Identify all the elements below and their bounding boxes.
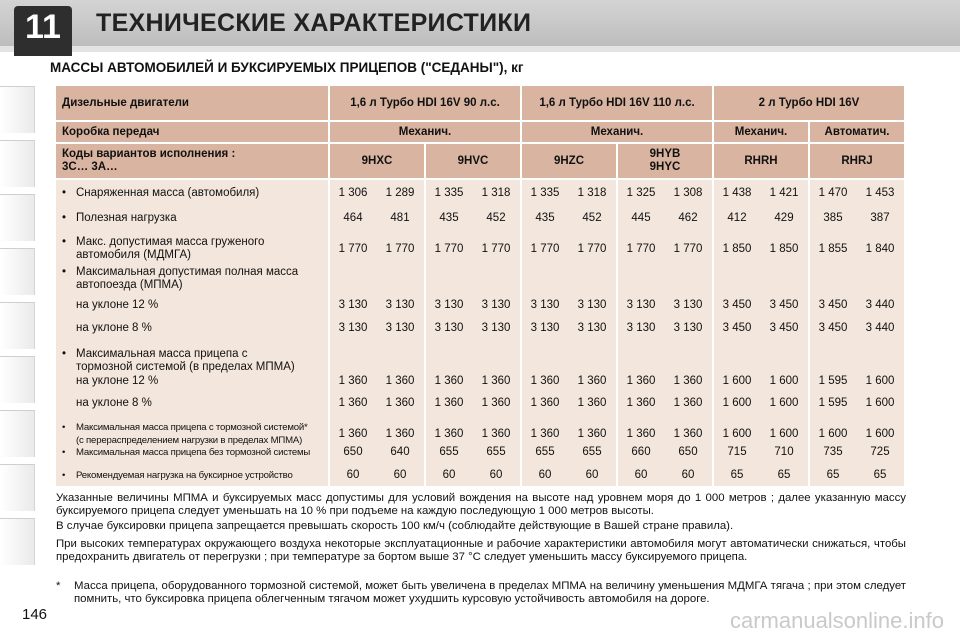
- table-cell: 3 130: [385, 322, 415, 334]
- table-cell: 1 360: [385, 375, 415, 387]
- table-cell: 1 470: [818, 187, 848, 199]
- table-cell: 60: [538, 469, 552, 481]
- table-cell: 3 440: [865, 299, 895, 311]
- table-cell: 1 335: [434, 187, 464, 199]
- side-tab[interactable]: [0, 86, 35, 133]
- table-cell: 445: [631, 212, 651, 224]
- row-label-line2: автопоезда (МПМА): [76, 279, 183, 291]
- table-cell: 1 770: [626, 243, 656, 255]
- row-label-line1: Максимальная допустимая полная масса: [76, 266, 299, 278]
- row-label-line2: автомобиля (МДМГА): [76, 249, 191, 261]
- side-tab[interactable]: [0, 356, 35, 403]
- table-cell: 735: [823, 446, 843, 458]
- footnote-star: *: [56, 580, 61, 592]
- table-cell: 1 360: [673, 428, 703, 440]
- table-cell: 1 360: [338, 375, 368, 387]
- row-label-line1: Полезная нагрузка: [76, 212, 177, 224]
- table-cell: 1 600: [722, 397, 752, 409]
- code-4: 9HYB: [649, 148, 681, 160]
- table-cell: 1 360: [481, 397, 511, 409]
- table-cell: 65: [730, 469, 744, 481]
- note-altitude: Указанные величины МПМА и буксируемых масс допустимы для условий вождения на высоте над уровнем моря до 1 000 метров ; далее указанную массу буксируемого прицепа следует уменьшать на 10 % при подъеме на каждую последующую 1 000 метров высоты.: [56, 492, 906, 518]
- side-tab[interactable]: [0, 140, 35, 187]
- bullet-icon: •: [62, 447, 66, 458]
- table-cell: 3 130: [481, 299, 511, 311]
- table-cell: 1 360: [434, 428, 464, 440]
- header-strip: [0, 46, 960, 52]
- code-6: RHRH: [714, 144, 808, 178]
- table-cell: 1 770: [481, 243, 511, 255]
- table-cell: 1 360: [481, 375, 511, 387]
- row-label: [62, 266, 298, 292]
- table-cell: 1 360: [626, 428, 656, 440]
- table-cell: 725: [870, 446, 890, 458]
- code-4-cell: [618, 144, 712, 178]
- table-cell: 1 360: [673, 375, 703, 387]
- code-2: 9HVC: [426, 144, 520, 178]
- row-label: [62, 212, 177, 225]
- table-cell: 1 600: [865, 428, 895, 440]
- table-cell: 650: [343, 446, 363, 458]
- table-cell: 1 438: [722, 187, 752, 199]
- codes-label: Коды вариантов исполнения :: [62, 148, 236, 160]
- codes-label-2: 3C… 3A…: [62, 161, 118, 173]
- row-label: [62, 348, 295, 374]
- table-cell: 1 453: [865, 187, 895, 199]
- table-cell: 60: [489, 469, 503, 481]
- row-label-line1: Макс. допустимая масса груженого: [76, 236, 265, 248]
- table-cell: 1 770: [530, 243, 560, 255]
- table-cell: 60: [393, 469, 407, 481]
- bullet-icon: •: [62, 470, 66, 481]
- side-tab[interactable]: [0, 518, 35, 565]
- table-cell: 1 421: [769, 187, 799, 199]
- table-cell: 640: [390, 446, 410, 458]
- row-label-line1: Рекомендуемая нагрузка на буксирное устройство: [76, 470, 293, 481]
- engines-label: Дизельные двигатели: [56, 86, 328, 120]
- table-cell: 1 360: [626, 375, 656, 387]
- table-cell: 3 130: [577, 322, 607, 334]
- chapter-tab: [14, 46, 72, 56]
- table-cell: 65: [777, 469, 791, 481]
- table-cell: 1 318: [481, 187, 511, 199]
- table-cell: 3 440: [865, 322, 895, 334]
- table-cell: 3 450: [818, 322, 848, 334]
- row-label-line1: на уклоне 12 %: [76, 299, 159, 311]
- table-cell: 650: [678, 446, 698, 458]
- gearbox-label: Коробка передач: [56, 122, 328, 142]
- row-label-line1: на уклоне 12 %: [76, 375, 159, 387]
- side-tab[interactable]: [0, 410, 35, 457]
- table-cell: 1 360: [434, 375, 464, 387]
- table-cell: 3 130: [434, 322, 464, 334]
- table-cell: 1 360: [481, 428, 511, 440]
- table-cell: 60: [585, 469, 599, 481]
- table-cell: 3 130: [338, 322, 368, 334]
- bullet-icon: •: [62, 187, 67, 199]
- table-cell: 60: [634, 469, 648, 481]
- table-cell: 1 770: [338, 243, 368, 255]
- table-cell: 660: [631, 446, 651, 458]
- code-7: RHRJ: [810, 144, 904, 178]
- table-cell: 1 855: [818, 243, 848, 255]
- table-cell: 452: [486, 212, 506, 224]
- codes-label-cell: [56, 144, 328, 178]
- row-label-line1: Максимальная масса прицепа с: [76, 348, 248, 360]
- table-cell: 1 335: [530, 187, 560, 199]
- row-label-line1: Максимальная масса прицепа с тормозной системой*: [76, 422, 308, 433]
- table-cell: 429: [774, 212, 794, 224]
- bullet-icon: •: [62, 212, 67, 224]
- table-cell: 715: [727, 446, 747, 458]
- table-cell: 1 360: [338, 397, 368, 409]
- code-3: 9HZC: [522, 144, 616, 178]
- row-label: [62, 236, 264, 262]
- side-tab[interactable]: [0, 248, 35, 295]
- code-5: 9HYC: [649, 161, 681, 173]
- footnote-trailer-mass: Масса прицепа, оборудованного тормозной системой, может быть увеличена в пределах МПМА на величину уменьшения МДМГА тягача ; при этом следует помнить, что буксировка прицепа облегченным тягачом может ухудшить курсовую устойчивость автомобиля на дороге.: [74, 580, 906, 606]
- table-cell: 60: [681, 469, 695, 481]
- table-cell: 1 306: [338, 187, 368, 199]
- row-label: [62, 187, 259, 200]
- table-cell: 1 360: [385, 428, 415, 440]
- table-cell: 3 450: [769, 322, 799, 334]
- table-cell: 435: [535, 212, 555, 224]
- table-cell: 3 130: [385, 299, 415, 311]
- table-cell: 1 600: [865, 397, 895, 409]
- table-cell: 1 360: [385, 397, 415, 409]
- table-cell: 3 450: [722, 299, 752, 311]
- engine-3: 2 л Турбо HDI 16V: [714, 86, 904, 120]
- row-label: [76, 397, 152, 410]
- table-cell: 1 360: [530, 397, 560, 409]
- side-tab[interactable]: [0, 194, 35, 241]
- page-number: 146: [22, 606, 48, 623]
- table-cell: 1 360: [577, 397, 607, 409]
- table-cell: 655: [486, 446, 506, 458]
- table-cell: 3 450: [722, 322, 752, 334]
- table-cell: 3 450: [769, 299, 799, 311]
- table-cell: 464: [343, 212, 363, 224]
- side-tab[interactable]: [0, 302, 35, 349]
- row-label-line1: Снаряженная масса (автомобиля): [76, 187, 260, 199]
- table-cell: 1 600: [769, 375, 799, 387]
- table-cell: 1 360: [626, 397, 656, 409]
- table-cell: 1 600: [818, 428, 848, 440]
- page-title: ТЕХНИЧЕСКИЕ ХАРАКТЕРИСТИКИ: [96, 9, 532, 37]
- table-cell: 655: [439, 446, 459, 458]
- gearbox-4: Автоматич.: [810, 122, 904, 142]
- row-label-line2: (с перераспределением нагрузки в пределах МПМА): [76, 435, 303, 446]
- table-cell: 1 289: [385, 187, 415, 199]
- table-cell: 1 318: [577, 187, 607, 199]
- table-cell: 3 450: [818, 299, 848, 311]
- gearbox-1: Механич.: [330, 122, 520, 142]
- table-cell: 385: [823, 212, 843, 224]
- row-label-line2: тормозной системой (в пределах МПМА): [76, 361, 295, 373]
- table-cell: 1 600: [722, 375, 752, 387]
- table-cell: 435: [439, 212, 459, 224]
- note-speed: В случае буксировки прицепа запрещается превышать скорость 100 км/ч (соблюдайте действующие в Вашей стране правила).: [56, 520, 734, 532]
- table-cell: 3 130: [530, 299, 560, 311]
- table-cell: 1 595: [818, 397, 848, 409]
- row-label: [62, 421, 308, 447]
- table-cell: 60: [442, 469, 456, 481]
- table-cell: 1 850: [722, 243, 752, 255]
- table-cell: 1 360: [673, 397, 703, 409]
- bullet-icon: •: [62, 266, 67, 278]
- row-label: [76, 322, 152, 335]
- table-cell: 60: [346, 469, 360, 481]
- table-cell: 452: [582, 212, 602, 224]
- table-cell: 1 360: [577, 375, 607, 387]
- section-title: МАССЫ АВТОМОБИЛЕЙ И БУКСИРУЕМЫХ ПРИЦЕПОВ ("СЕДАНЫ"), кг: [50, 60, 524, 75]
- table-cell: 1 600: [865, 375, 895, 387]
- table-cell: 1 360: [577, 428, 607, 440]
- bullet-icon: •: [62, 236, 67, 248]
- row-label-line1: Максимальная масса прицепа без тормозной системы: [76, 447, 311, 458]
- table-cell: 3 130: [577, 299, 607, 311]
- table-cell: 3 130: [481, 322, 511, 334]
- table-cell: 412: [727, 212, 747, 224]
- note-temperature: При высоких температурах окружающего воздуха некоторые эксплуатационные и рабочие характеристики автомобиля могут автоматически снижаться, чтобы предохранить двигатель от перегрузки ; при температуре за бортом выше 37 °C следует уменьшить массу буксируемого прицепа.: [56, 538, 906, 564]
- table-cell: 1 325: [626, 187, 656, 199]
- engine-2: 1,6 л Турбо HDI 16V 110 л.с.: [522, 86, 712, 120]
- table-cell: 1 308: [673, 187, 703, 199]
- table-cell: 1 770: [577, 243, 607, 255]
- table-cell: 655: [582, 446, 602, 458]
- row-label: [62, 469, 293, 482]
- row-label-line1: на уклоне 8 %: [76, 397, 152, 409]
- table-cell: 65: [873, 469, 887, 481]
- table-cell: 462: [678, 212, 698, 224]
- bullet-icon: •: [62, 422, 66, 433]
- row-label: [62, 446, 310, 459]
- table-cell: 3 130: [434, 299, 464, 311]
- table-cell: 1 600: [722, 428, 752, 440]
- engine-1: 1,6 л Турбо HDI 16V 90 л.с.: [330, 86, 520, 120]
- watermark: carmanualsonline.info: [729, 608, 944, 633]
- chapter-number: 11: [14, 6, 72, 46]
- table-cell: 3 130: [626, 322, 656, 334]
- table-cell: 1 770: [434, 243, 464, 255]
- table-cell: 3 130: [673, 299, 703, 311]
- table-cell: 1 770: [673, 243, 703, 255]
- side-tab[interactable]: [0, 464, 35, 511]
- table-cell: 3 130: [626, 299, 656, 311]
- table-cell: 1 600: [769, 397, 799, 409]
- row-label: [76, 375, 158, 388]
- table-cell: 1 770: [385, 243, 415, 255]
- row-label-line1: на уклоне 8 %: [76, 322, 152, 334]
- table-cell: 655: [535, 446, 555, 458]
- code-1: 9HXC: [330, 144, 424, 178]
- table-cell: 1 360: [338, 428, 368, 440]
- table-cell: 1 595: [818, 375, 848, 387]
- table-cell: 1 850: [769, 243, 799, 255]
- table-cell: 3 130: [530, 322, 560, 334]
- row-label: [76, 299, 158, 312]
- table-cell: 1 360: [530, 428, 560, 440]
- table-cell: 1 840: [865, 243, 895, 255]
- bullet-icon: •: [62, 348, 67, 360]
- table-cell: 710: [774, 446, 794, 458]
- table-cell: 481: [390, 212, 410, 224]
- table-cell: 387: [870, 212, 890, 224]
- gearbox-3: Механич.: [714, 122, 808, 142]
- table-cell: 1 360: [434, 397, 464, 409]
- table-cell: 1 360: [530, 375, 560, 387]
- table-cell: 65: [826, 469, 840, 481]
- table-cell: 1 600: [769, 428, 799, 440]
- gearbox-2: Механич.: [522, 122, 712, 142]
- table-cell: 3 130: [338, 299, 368, 311]
- table-cell: 3 130: [673, 322, 703, 334]
